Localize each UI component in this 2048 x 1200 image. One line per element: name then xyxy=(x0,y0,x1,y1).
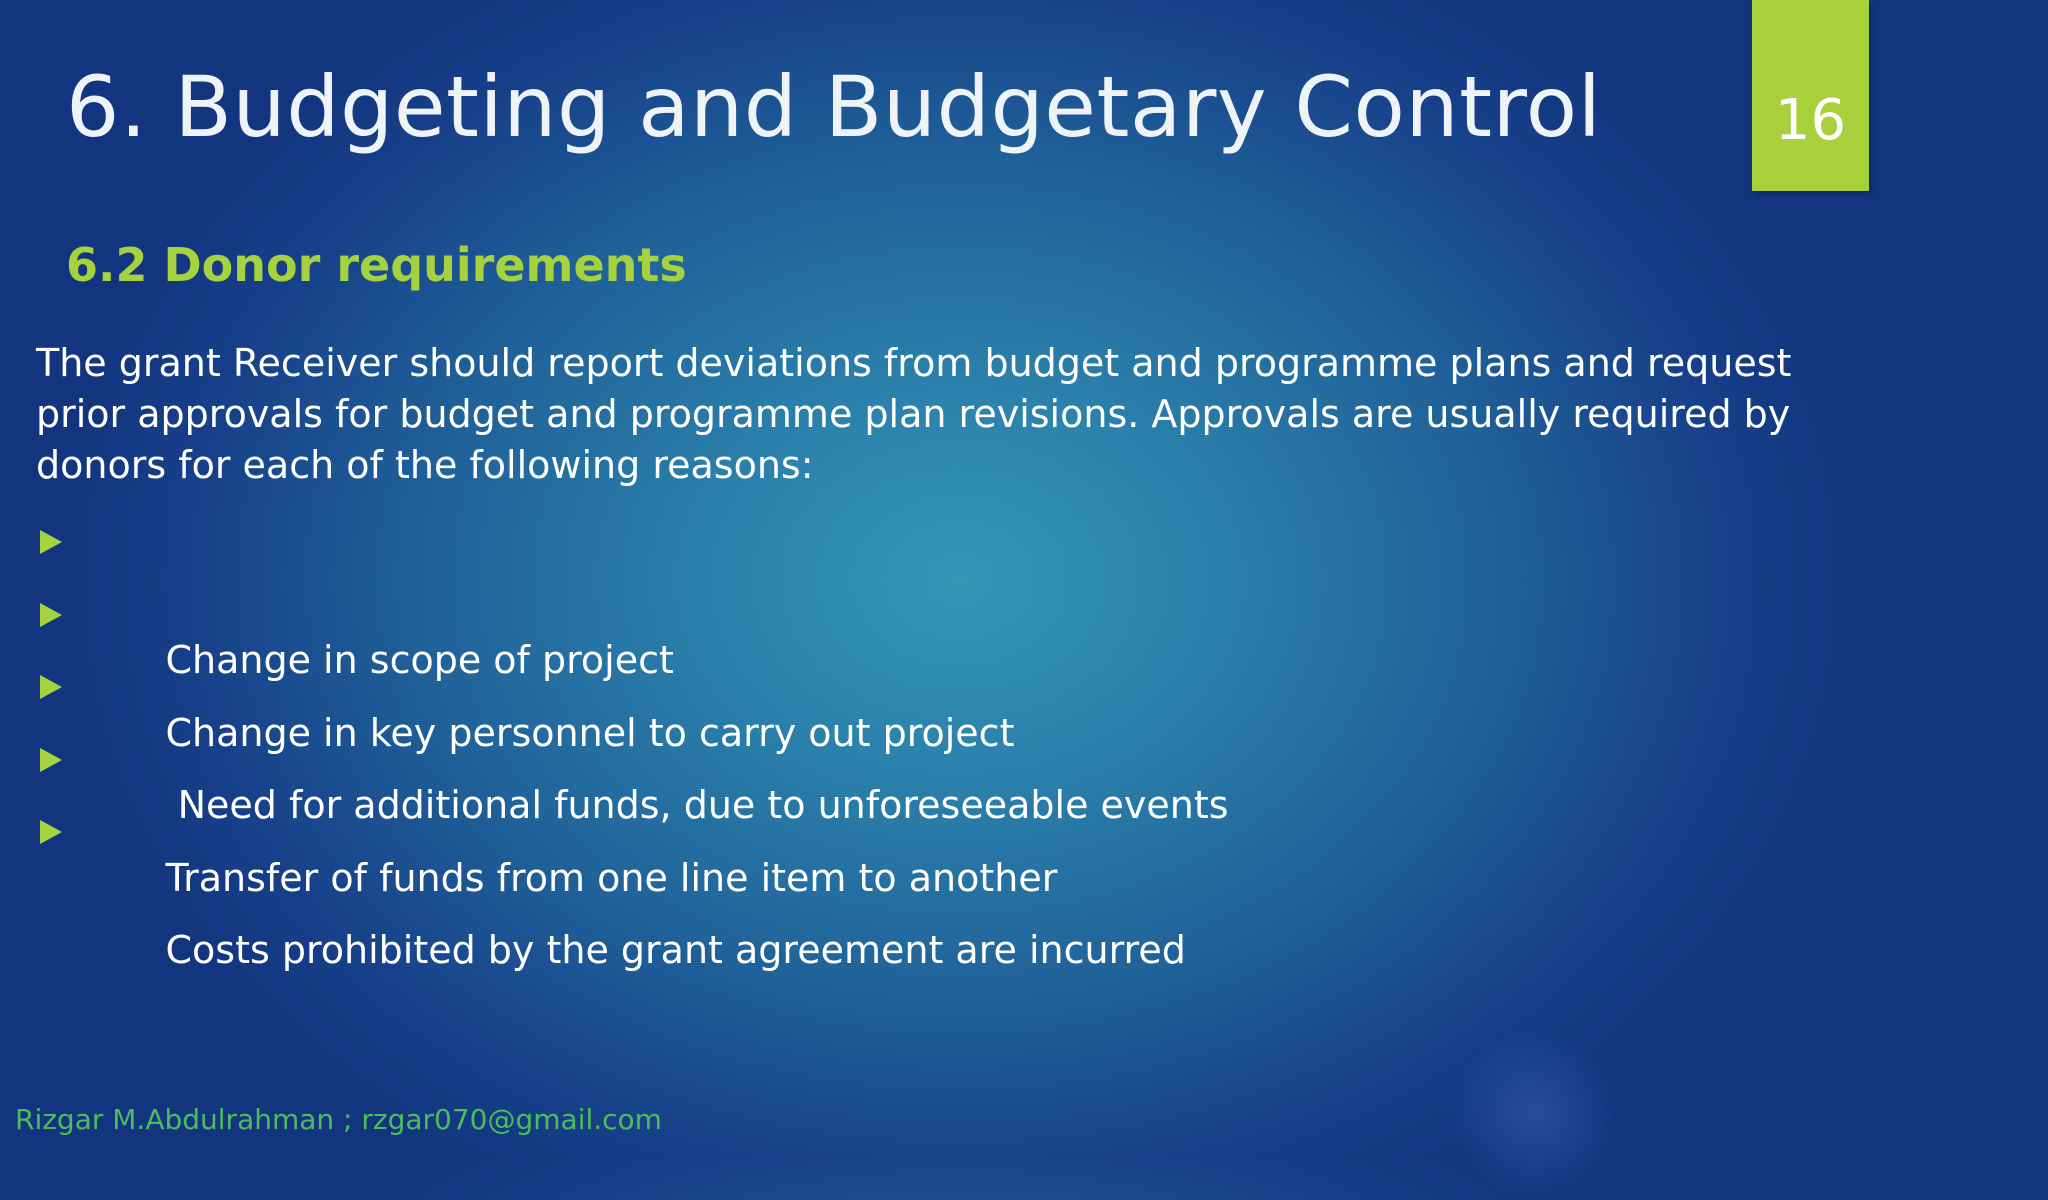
intro-paragraph: The grant Receiver should report deviations from budget and programme plans and request prior approvals for budget and programme plan revisions. Approvals are usually required by donors for each of the following reasons: xyxy=(36,341,1792,487)
list-item-text: Need for additional funds, due to unforeseeable events xyxy=(165,783,1229,827)
list-item-text: Change in key personnel to carry out project xyxy=(165,710,1015,755)
slide-number-box xyxy=(1752,0,1869,191)
section-subtitle: 6.2 Donor requirements xyxy=(66,238,687,292)
footer-author: Rizgar M.Abdulrahman ; rzgar070@gmail.com xyxy=(15,1103,662,1136)
bullet-list xyxy=(36,510,1229,972)
triangle-right-icon xyxy=(40,530,62,554)
triangle-right-icon xyxy=(40,820,62,844)
list-item-text: Change in scope of project xyxy=(165,638,674,682)
list-item xyxy=(36,510,1229,682)
triangle-right-icon xyxy=(40,748,62,772)
slide-number: 16 xyxy=(1774,88,1847,153)
list-item-text: Costs prohibited by the grant agreement are incurred xyxy=(165,928,1186,972)
triangle-right-icon xyxy=(40,603,62,627)
list-item-text: Transfer of funds from one line item to another xyxy=(165,855,1058,900)
slide-title: 6. Budgeting and Budgetary Control xyxy=(66,58,1602,156)
background-glow xyxy=(1450,1030,1620,1200)
triangle-right-icon xyxy=(40,675,62,699)
